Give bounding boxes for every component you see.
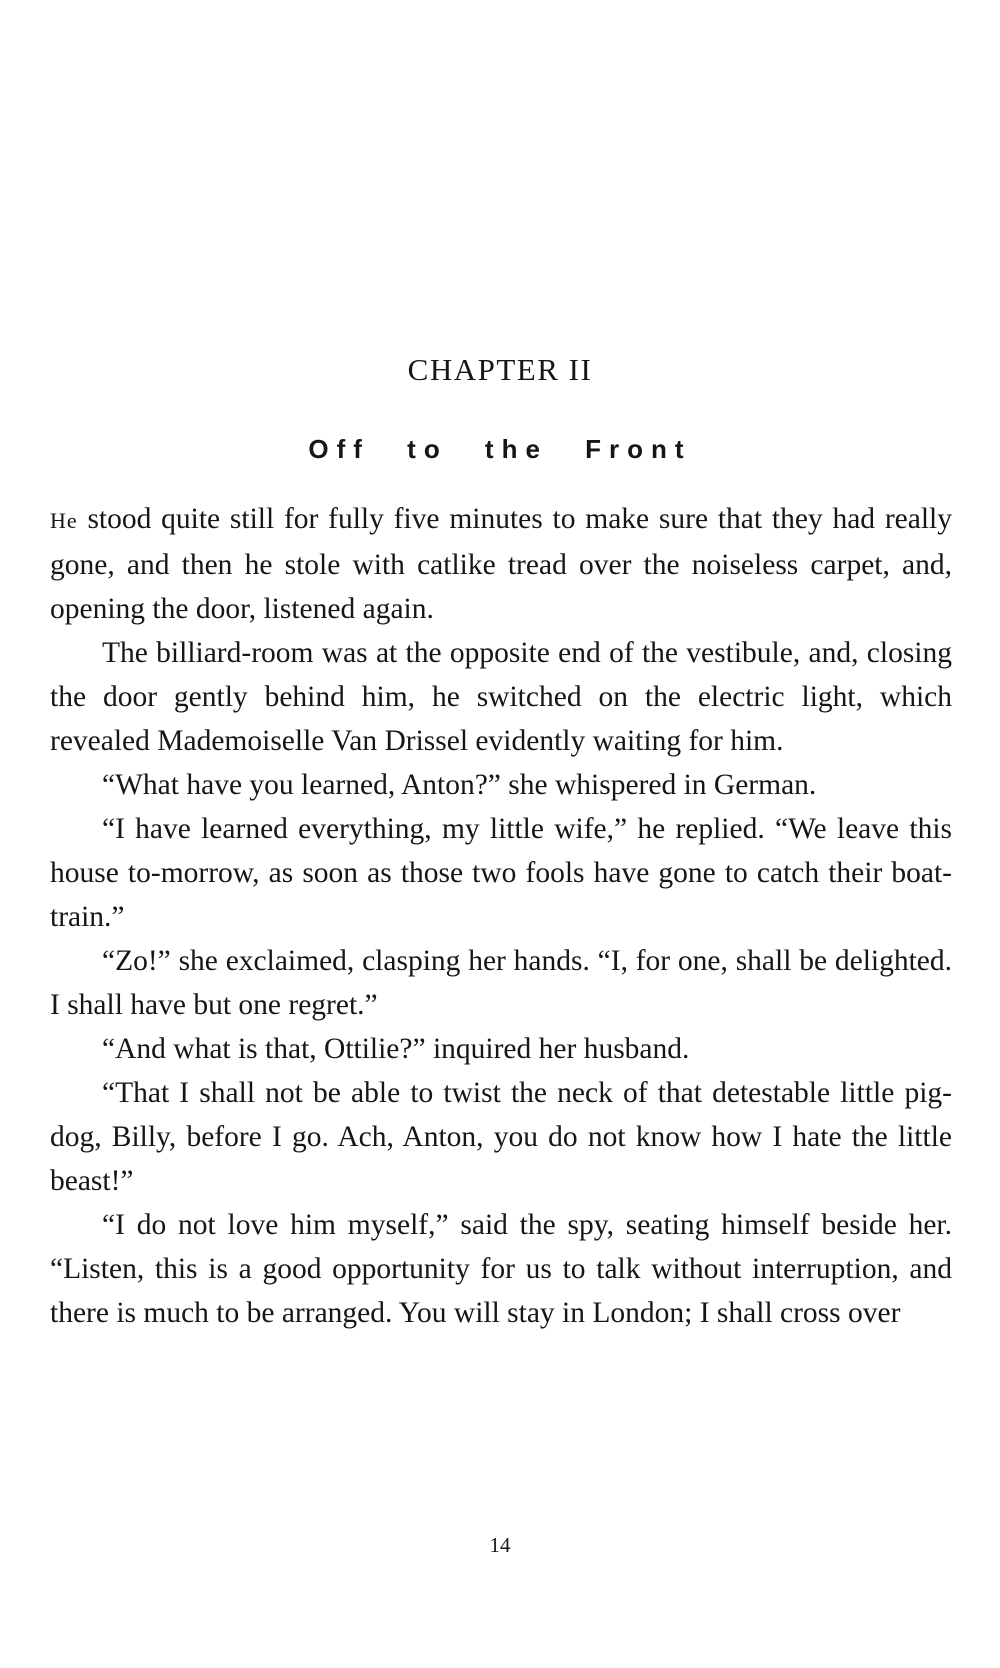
paragraph-6: “And what is that, Ottilie?” inquired her husband. [102, 1033, 690, 1065]
paragraph-3: “What have you learned, Anton?” she whispered in German. [102, 769, 817, 801]
opening-small-caps: He [50, 508, 78, 533]
page-number: 14 [489, 1533, 511, 1557]
chapter-number: CHAPTER II [407, 352, 593, 387]
paragraph-5: “Zo!” she exclaimed, clasping her hands. “I, for one, shall be delighted. I shall have but one regret.” [50, 945, 952, 1021]
body-text [50, 497, 952, 1335]
chapter-title: Off to the Front [308, 434, 692, 464]
paragraph-7: “That I shall not be able to twist the neck of that detestable little pig-dog, Billy, before I go. Ach, Anton, you do not know how I hate the little beast!” [50, 1077, 952, 1197]
paragraph-4: “I have learned everything, my little wife,” he replied. “We leave this house to-morrow, as soon as those two fools have gone to catch their boat-train.” [50, 813, 952, 933]
paragraph-1 [50, 497, 952, 631]
paragraph-2: The billiard-room was at the opposite end of the vestibule, and, closing the door gently behind him, he switched on the electric light, which revealed Mademoiselle Van Drissel evidently waiting for him. [50, 637, 952, 757]
paragraph-text: stood quite still for fully five minutes to make sure that they had really gone, and then he stole with catlike tread over the noiseless carpet, and, opening the door, listened again. [50, 503, 952, 625]
paragraph-8: “I do not love him myself,” said the spy, seating himself beside her. “Listen, this is a good opportunity for us to talk without interruption, and there is much to be arranged. You will stay in London; I shall cross over [50, 1209, 952, 1329]
